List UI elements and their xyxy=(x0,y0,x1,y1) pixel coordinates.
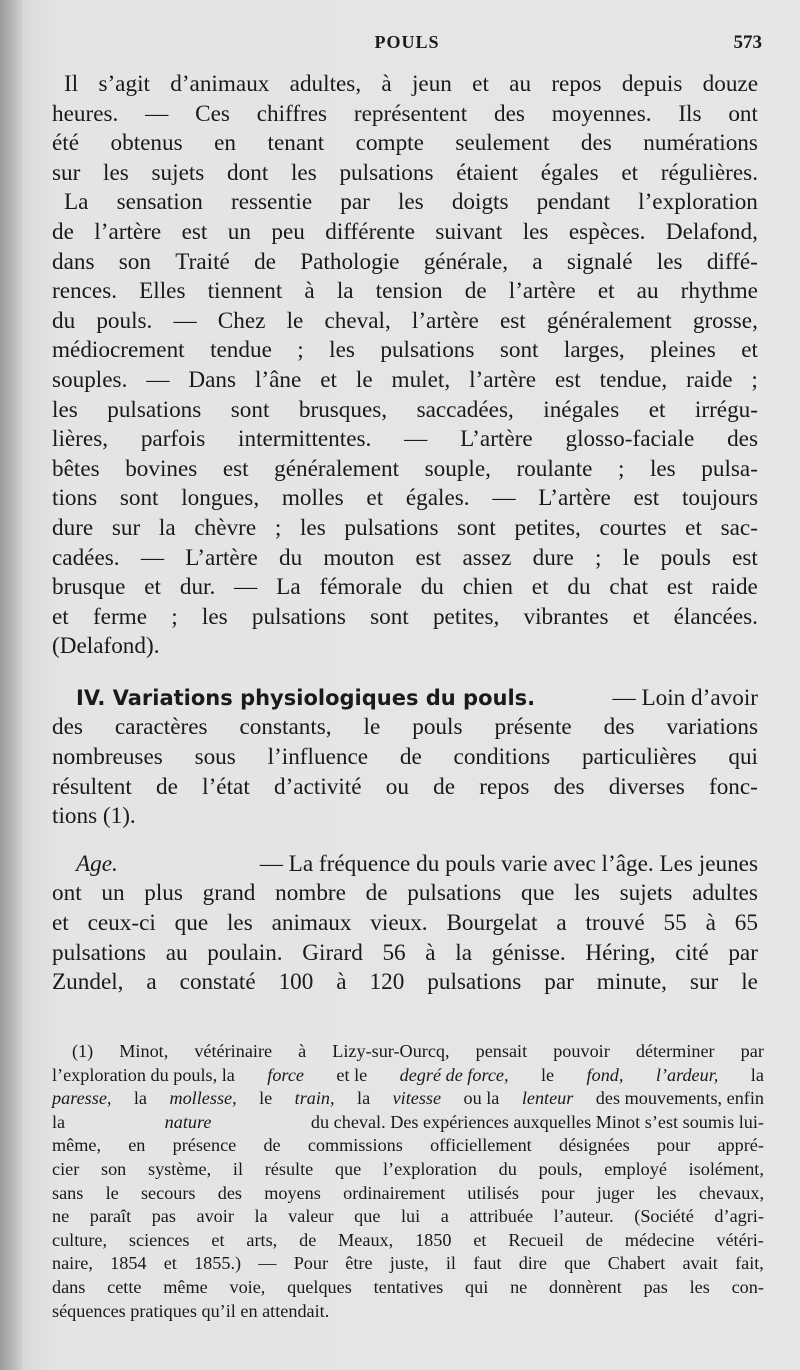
text-line: brusque et dur. — La fémorale du chien et du chat est raide xyxy=(52,574,758,601)
text-line: cadées. — L’artère du mouton est assez dure ; le pouls est xyxy=(52,544,758,571)
page-number: 573 xyxy=(733,32,762,53)
text-line: souples. — Dans l’âne et le mulet, l’artère est tendue, raide ; xyxy=(52,366,758,393)
footnote xyxy=(52,1040,764,1323)
term-lenteur: lenteur xyxy=(521,1088,574,1109)
text-line: rences. Elles tiennent à la tension de l’artère et au rhythme xyxy=(52,278,758,305)
footnote-line: naire, 1854 et 1855.) — Pour être juste, il faut dire que Chabert avait fait, xyxy=(52,1253,764,1274)
text-line: bêtes bovines est généralement souple, roulante ; les pulsa- xyxy=(52,455,758,482)
page-header xyxy=(52,32,762,58)
section-first-line xyxy=(52,684,758,714)
text-line: Zundel, a constaté 100 à 120 pulsations par minute, sur le xyxy=(52,969,758,996)
footnote-line: (1) Minot, vétérinaire à Lizy-sur-Ourcq, pensait pouvoir déterminer par xyxy=(72,1041,764,1061)
text-line: été obtenus en tenant compte seulement des numérations xyxy=(52,130,758,157)
section-heading: IV. Variations physiologiques du pouls. xyxy=(76,685,536,710)
text-line: de l’artère est un peu différente suivant les espèces. Delafond, xyxy=(52,218,758,245)
text-fragment: le xyxy=(540,1064,555,1085)
term-paresse: paresse, xyxy=(52,1088,112,1109)
term-train: train, xyxy=(294,1088,335,1109)
text-line: dure sur la chèvre ; les pulsations sont petites, courtes et sac- xyxy=(52,514,758,541)
term-fond: fond, xyxy=(586,1064,624,1085)
running-title: POULS xyxy=(374,32,440,52)
footnote-line: culture, sciences et arts, de Meaux, 1850 et Recueil de médecine vétéri- xyxy=(52,1229,764,1250)
age-paragraph xyxy=(52,850,758,998)
text-fragment: l’exploration du pouls, la xyxy=(52,1064,235,1085)
text-line: ont un plus grand nombre de pulsations que les sujets adultes xyxy=(52,880,758,907)
text-line: du pouls. — Chez le cheval, l’artère est généralement grosse, xyxy=(52,307,758,334)
text-fragment: la xyxy=(133,1088,148,1109)
term-vitesse: vitesse xyxy=(392,1088,442,1109)
text-line: et ferme ; les pulsations sont petites, vibrantes et élancées. xyxy=(52,603,758,630)
text-line: tions (1). xyxy=(52,803,136,830)
footnote-line xyxy=(52,1087,764,1111)
footnote-line: séquences pratiques qu’il en attendait. xyxy=(52,1300,330,1321)
text-line: heures. — Ces chiffres représentent des moyennes. Ils ont xyxy=(52,100,758,127)
footnote-line xyxy=(52,1064,764,1088)
term-force: force xyxy=(267,1064,304,1085)
text-line: (Delafond). xyxy=(52,633,160,660)
text-line: lières, parfois intermittentes. — L’artère glosso-faciale des xyxy=(52,426,758,453)
footnote-line: dans cette même voie, quelques tentatives qui ne donnèrent pas les con- xyxy=(52,1276,764,1297)
text-fragment: la xyxy=(357,1088,371,1109)
paragraph-1 xyxy=(52,70,758,188)
text-fragment: la xyxy=(750,1064,764,1085)
text-line: sur les sujets dont les pulsations étaient égales et régulières. xyxy=(52,159,758,186)
text-line: La sensation ressentie par les doigts pendant l’exploration xyxy=(64,189,758,216)
text-fragment: — Loin d’avoir xyxy=(612,684,758,711)
text-line: tions sont longues, molles et égales. — L’artère est toujours xyxy=(52,485,758,512)
text-fragment: et le xyxy=(336,1064,368,1085)
term-ardeur: l’ardeur, xyxy=(655,1064,719,1085)
footnote-line xyxy=(52,1111,764,1135)
term-mollesse: mollesse, xyxy=(169,1088,237,1109)
text-fragment: ou la xyxy=(463,1088,500,1109)
term-degre: degré de force, xyxy=(399,1064,509,1085)
age-label: Age. xyxy=(76,850,118,877)
text-line: résultent de l’état d’activité ou de repos des diverses fonc- xyxy=(52,773,758,800)
text-line: Il s’agit d’animaux adultes, à jeun et au repos depuis douze xyxy=(64,71,758,97)
text-line: nombreuses sous l’influence de conditions particulières qui xyxy=(52,744,758,771)
text-line: et ceux-ci que les animaux vieux. Bourgelat a trouvé 55 à 65 xyxy=(52,910,758,937)
text-fragment: du cheval. Des expériences auxquelles Minot s’est soumis lui- xyxy=(310,1111,764,1132)
section-iv xyxy=(52,684,758,832)
footnote-line: même, en présence de commissions officiellement désignées pour appré- xyxy=(52,1135,764,1156)
text-line: dans son Traité de Pathologie générale, a signalé les diffé- xyxy=(52,248,758,275)
age-first-line xyxy=(52,850,758,880)
text-line: des caractères constants, le pouls présente des variations xyxy=(52,714,758,741)
text-fragment: la xyxy=(52,1111,66,1132)
text-line: pulsations au poulain. Girard 56 à la génisse. Héring, cité par xyxy=(52,939,758,966)
page-gutter-shadow xyxy=(0,0,22,1370)
term-nature: nature xyxy=(164,1111,212,1132)
text-fragment: le xyxy=(259,1088,273,1109)
footnote-line: ne paraît pas avoir la valeur que lui a attribuée l’auteur. (Société d’agri- xyxy=(52,1206,764,1227)
text-fragment: — La fréquence du pouls varie avec l’âge. Les jeunes xyxy=(259,850,758,877)
paragraph-2 xyxy=(52,188,758,662)
text-line: médiocrement tendue ; les pulsations sont larges, pleines et xyxy=(52,337,758,364)
footnote-line: cier son système, il résulte que l’exploration du pouls, employé isolément, xyxy=(52,1158,764,1179)
text-fragment: des mouvements, enfin xyxy=(595,1088,764,1109)
main-text xyxy=(52,70,758,998)
text-line: les pulsations sont brusques, saccadées, inégales et irrégu- xyxy=(52,396,758,423)
footnote-line: sans le secours des moyens ordinairement utilisés pour juger les chevaux, xyxy=(52,1182,764,1203)
